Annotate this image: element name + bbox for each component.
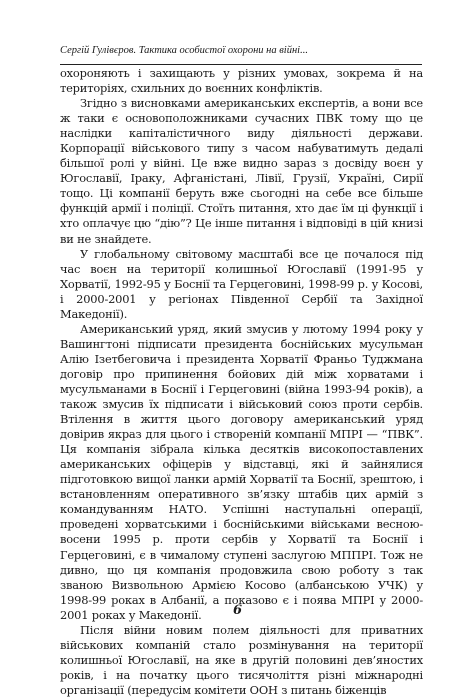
- paragraph: У глобальному світовому масштабі все це почалося під час воєн на території колишньої Югославії (1991-95 у Хорватії, 1992-95 у Боснії та Герцеговині, 1998-99 р. у Косові, і 2000-2001 у регіонах Південної Сербії та Західної Македонії).: [60, 246, 423, 321]
- running-header: Сергій Гулівєров. Тактика особистої охорони на війні...: [60, 45, 308, 56]
- paragraph: охороняють і захищають у різних умовах, зокрема й на територіях, схильних до воєнних конфліктів.: [60, 66, 423, 96]
- paragraph: Американський уряд, який змусив у лютому 1994 року у Вашингтоні підписати президента боснійських мусульман Алію Ізетбеговича і президента Хорватії Франьо Туджмана договір про припинення бойових дій між хорватами і мусульманами в Боснії і Герцеговині (війна 1993-94 років), а також змусив їх підписати і військовий союз проти сербів. Втілення в життя цього договору американський уряд довірив якраз для цього і створеній компанії МПРІ — “ПВК”. Ця компанія зібрала кілька десятків високопоставлених американських офіцерів у відставці, які й зайнялися підготовкою вищої ланки армій Хорватії та Боснії, зрештою, і встановленням оперативного зв’язку штабів цих армій з командуванням НАТО. Успішні наступальні операції, проведені хорватськими і боснійськими військами весною-восени 1995 р. проти сербів у Хорватії та Боснії і Герцеговині, є в чималому ступені заслугою МППРІ. Тож не дивно, що ця компанія продовжила свою роботу з так званою Визвольною Армією Косово (албанською УЧК) у 1998-99 роках в Албанії, а показово є і поява МПРІ у 2000-2001 роках у Македонії.: [60, 321, 423, 622]
- header-rule: [60, 64, 422, 65]
- page-number: 6: [232, 603, 243, 618]
- paragraph: Після війни новим полем діяльності для приватних військових компаній стало розмінування на території колишньої Югославії, на яке в другій половині дев’яностих років, і на початку цього тисячоліття різні міжнародні організації (передусім комітети ООН з питань біженців: [60, 622, 423, 697]
- paragraph: Згідно з висновками американських експертів, а вони все ж таки є основоположниками сучасних ПВК тому що це наслідки капіталістичного виду діяльності держави. Корпорації військового типу з часом набуватимуть дедалі більшої ролі у війні. Це вже видно зараз з досвіду воєн у Югославії, Іраку, Афганістані, Лівії, Грузії, Україні, Сирії тощо. Ці компанії беруть вже сьогодні на себе все більше функцій армії і поліції. Стоїть питання, хто дає їм ці функції і хто оплачує цю “дію”? Це інше питання і відповіді в цій книзі ви не знайдете.: [60, 96, 423, 246]
